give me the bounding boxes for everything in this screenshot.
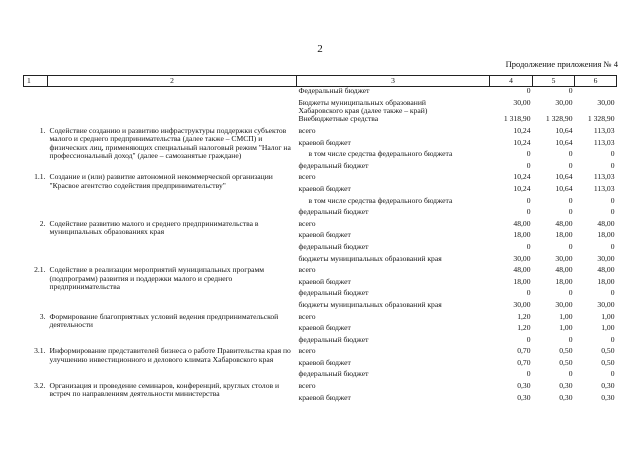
amount-cell: 0,50: [601, 357, 615, 367]
amount-cell: 113,03: [593, 126, 615, 135]
amount-cell: 1,20: [517, 323, 531, 333]
funding-source: всего: [298, 381, 316, 391]
item-name: Создание и (или) развитие автономной некоммерческой организации "Красвое агентство содействия предпринимательству": [49, 172, 273, 190]
funding-source: всего: [298, 126, 316, 135]
table-row: [24, 127, 617, 139]
amount-cell: 0: [568, 195, 573, 205]
funding-source: федеральный бюджет: [298, 334, 369, 344]
amount-cell: 30,00: [555, 253, 573, 263]
funding-source: федеральный бюджет: [298, 160, 369, 170]
amount-cell: 30,00: [597, 253, 615, 263]
amount-cell: [575, 87, 617, 99]
amount-cell: 1 318,90: [503, 114, 531, 124]
amount-cell: 0: [568, 149, 573, 159]
item-index: [24, 87, 48, 99]
amount-cell: 0,70: [517, 346, 531, 356]
amount-cell: 18,00: [597, 276, 615, 286]
column-header: 2: [48, 76, 297, 87]
amount-cell: 48,00: [555, 265, 573, 275]
column-header: 3: [297, 76, 490, 87]
item-index: 2.1.: [34, 265, 46, 275]
funding-source: краевой бюджет: [298, 323, 351, 333]
amount-cell: 0: [568, 369, 573, 379]
item-index: 1.: [39, 126, 46, 135]
amount-cell: 10,24: [513, 137, 531, 147]
table-row: [24, 382, 617, 394]
amount-cell: 1 328,90: [587, 114, 615, 124]
table-row: [24, 99, 617, 116]
funding-source: краевой бюджет: [298, 276, 351, 286]
amount-cell: 0: [526, 86, 531, 95]
amount-cell: 10,64: [555, 183, 573, 193]
amount-cell: 0: [526, 369, 531, 379]
funding-source: федеральный бюджет: [298, 288, 369, 298]
amount-cell: 10,24: [513, 126, 531, 135]
amount-cell: 0: [610, 149, 615, 159]
amount-cell: 0: [610, 288, 615, 298]
funding-source: всего: [298, 172, 316, 182]
amount-cell: 0: [610, 207, 615, 217]
item-index: [24, 99, 48, 116]
funding-source: бюджеты муниципальных образований края: [298, 253, 442, 263]
funding-source: бюджеты муниципальных образований края: [298, 299, 442, 309]
table-row: [24, 87, 617, 99]
item-index: 1.1.: [34, 172, 46, 182]
amount-cell: 18,00: [513, 276, 531, 286]
amount-cell: 18,00: [555, 230, 573, 240]
amount-cell: 48,00: [597, 265, 615, 275]
amount-cell: 0: [568, 241, 573, 251]
item-index: 3.2.: [34, 381, 46, 391]
amount-cell: 30,00: [513, 299, 531, 309]
amount-cell: 0: [526, 207, 531, 217]
amount-cell: 0: [526, 288, 531, 298]
item-name: Формирование благоприятных условий ведения предпринимательской деятельности: [49, 311, 279, 329]
amount-cell: 0: [610, 241, 615, 251]
amount-cell: 30,00: [513, 97, 531, 107]
funding-source: всего: [298, 311, 316, 321]
amount-cell: 0: [568, 288, 573, 298]
funding-source: федеральный бюджет: [298, 241, 369, 251]
amount-cell: 0: [526, 149, 531, 159]
item-name: Содействие в реализации мероприятий муниципальных программ (подпрограмм) развития и поддержки малого и среднего предпринимательства: [49, 265, 265, 291]
item-name: [48, 87, 297, 99]
amount-cell: 1,00: [601, 323, 615, 333]
page-number: 2: [317, 43, 323, 55]
amount-cell: 1,00: [559, 311, 573, 321]
amount-cell: 30,00: [597, 97, 615, 107]
funding-source: Внебюджетные средства: [298, 114, 379, 124]
amount-cell: 10,24: [513, 183, 531, 193]
column-header: 6: [575, 76, 617, 87]
funding-table: [23, 75, 617, 405]
amount-cell: 0: [526, 195, 531, 205]
amount-cell: 30,00: [555, 97, 573, 107]
amount-cell: 1,00: [601, 311, 615, 321]
amount-cell: 0,30: [601, 392, 615, 402]
column-header: 4: [490, 76, 533, 87]
table-row: [24, 266, 617, 278]
amount-cell: 0,50: [559, 346, 573, 356]
amount-cell: 48,00: [513, 218, 531, 228]
funding-source: федеральный бюджет: [298, 207, 369, 217]
amount-cell: 10,64: [555, 172, 573, 182]
item-name: Содействие развитию малого и среднего предпринимательства в муниципальных образованиях края: [49, 218, 259, 237]
amount-cell: 0: [568, 207, 573, 217]
table-header-row: [24, 76, 617, 87]
amount-cell: 10,24: [513, 172, 531, 182]
funding-source: Бюджеты муниципальных образований Хабаровского края (далее также – край): [298, 97, 428, 115]
funding-source: федеральный бюджет: [298, 369, 369, 379]
amount-cell: 0: [526, 334, 531, 344]
funding-source: Федеральный бюджет: [298, 86, 370, 95]
amount-cell: 30,00: [555, 299, 573, 309]
funding-source: краевой бюджет: [298, 230, 351, 240]
column-header: 1: [24, 76, 48, 87]
item-index: 2.: [39, 218, 46, 228]
funding-source: краевой бюджет: [298, 183, 351, 193]
amount-cell: 113,03: [593, 137, 615, 147]
amount-cell: 48,00: [555, 218, 573, 228]
funding-source: краевой бюджет: [298, 137, 351, 147]
amount-cell: 10,64: [555, 126, 573, 135]
amount-cell: 18,00: [513, 230, 531, 240]
amount-cell: 0,30: [601, 381, 615, 391]
funding-source: в том числе средства федерального бюджета: [308, 195, 453, 205]
amount-cell: 30,00: [597, 299, 615, 309]
funding-source: всего: [298, 346, 316, 356]
amount-cell: 0: [568, 334, 573, 344]
item-name: Содействие созданию и развитию инфраструктуры поддержки субъектов малого и среднего предпринимательства (далее также – СМСП) и физических лиц, применяющих специальный налоговый режим "Налог на профессиональный доход" (далее – самозанятые граждане): [49, 126, 291, 161]
item-index: 3.1.: [34, 346, 46, 356]
amount-cell: 10,64: [555, 137, 573, 147]
funding-source: всего: [298, 265, 316, 275]
amount-cell: 0: [610, 334, 615, 344]
amount-cell: 113,03: [593, 183, 615, 193]
continuation-label: Продолжение приложения № 4: [505, 59, 618, 69]
funding-source: всего: [298, 218, 316, 228]
amount-cell: 1,20: [517, 311, 531, 321]
amount-cell: 0: [526, 160, 531, 170]
funding-source: краевой бюджет: [298, 357, 351, 367]
amount-cell: 0,30: [559, 392, 573, 402]
amount-cell: 0,30: [517, 392, 531, 402]
item-name: Организация и проведение семинаров, конференций, круглых столов и встреч по направлениям деятельности министерства: [49, 381, 280, 399]
item-name: [48, 99, 297, 116]
amount-cell: 1,00: [559, 323, 573, 333]
amount-cell: 0,70: [517, 357, 531, 367]
amount-cell: 0,50: [559, 357, 573, 367]
amount-cell: 113,03: [593, 172, 615, 182]
item-index: 3.: [39, 311, 46, 321]
amount-cell: 0,50: [601, 346, 615, 356]
amount-cell: 0: [610, 369, 615, 379]
funding-source: краевой бюджет: [298, 392, 351, 402]
amount-cell: 0: [610, 195, 615, 205]
funding-source: в том числе средства федерального бюджета: [308, 149, 453, 159]
amount-cell: 1 328,90: [545, 114, 573, 124]
amount-cell: 0: [568, 86, 573, 95]
amount-cell: 0,30: [517, 381, 531, 391]
amount-cell: 18,00: [597, 230, 615, 240]
amount-cell: 48,00: [513, 265, 531, 275]
amount-cell: 0: [526, 241, 531, 251]
table-body: [24, 87, 617, 406]
amount-cell: 30,00: [513, 253, 531, 263]
item-name: Информирование представителей бизнеса о работе Правительства края по улучшению инвестиционного и делового климата Хабаровского края: [49, 346, 291, 364]
amount-cell: 48,00: [597, 218, 615, 228]
column-header: 5: [533, 76, 575, 87]
amount-cell: 0,30: [559, 381, 573, 391]
amount-cell: 0: [568, 160, 573, 170]
amount-cell: 0: [610, 160, 615, 170]
amount-cell: 18,00: [555, 276, 573, 286]
